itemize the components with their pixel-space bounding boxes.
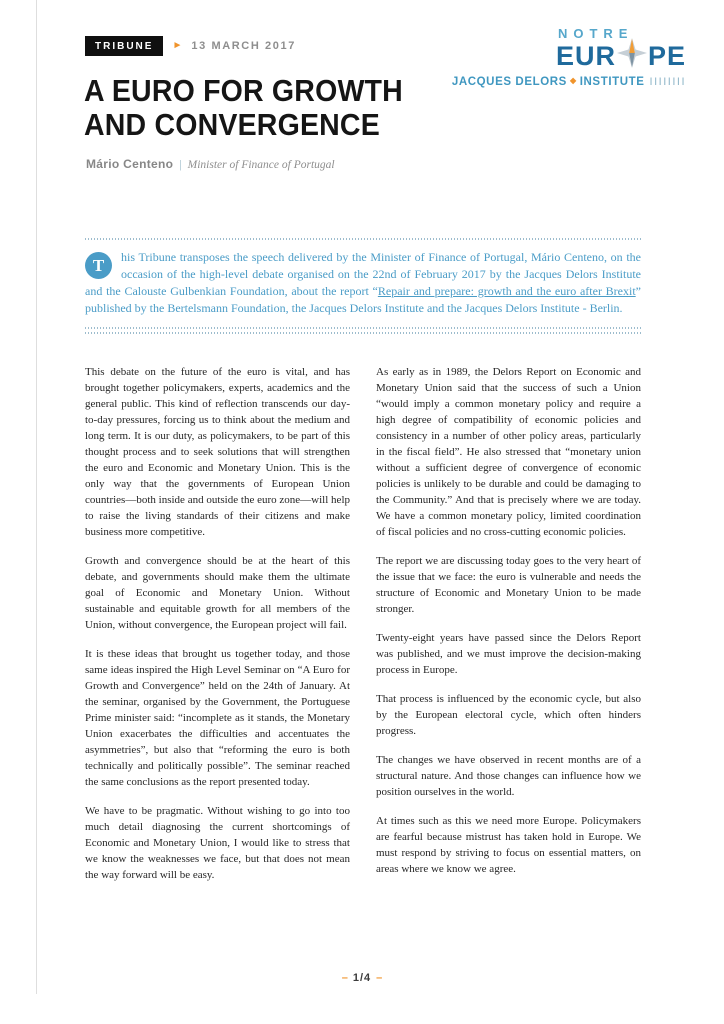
logo-wordmark [556, 26, 686, 71]
body-paragraph: We have to be pragmatic. Without wishing to go into too much detail diagnosing the current shortcomings of Economic and Monetary Union, I would like to stress that we know the weaknesses we face, but that does not mean the way forward will be easy. [85, 805, 350, 881]
author-separator: | [179, 157, 182, 171]
left-column [85, 364, 350, 896]
logo-institute: INSTITUTE [579, 76, 645, 88]
footer-dash-right: – [376, 972, 383, 984]
logo-institute-line [452, 76, 686, 88]
body-paragraph: Growth and convergence should be at the heart of this debate, and governments should make them the ultimate goal of Economic and Monetary Union. Without sustainable and equitable growth for all members of the Union, without convergence, the European project will fail. [85, 555, 350, 631]
page-footer [0, 972, 724, 984]
body-paragraph: That process is influenced by the economic cycle, but also by the European electoral cycle, which often hinders progress. [376, 693, 641, 737]
logo-europe-left: EUR [555, 40, 616, 71]
logo-europe-text [556, 41, 686, 71]
divider-bottom-2 [85, 332, 641, 334]
logo-ticks: IIIIIIII [649, 76, 686, 88]
body-paragraph: This debate on the future of the euro is vital, and has brought together policymakers, experts, academics and the general public. This kind of reflection transcends our day-to-day pressures, forcing us to think about the medium and long term. It is our duty, as policymakers, to be part of this thought process and to seek solutions that will strengthen the euro and Economic and Monetary Union. This is the only way that the governments of European Union countries—both inside and outside the euro zone—will help to raise the living standards of their citizens and make business more competitive. [85, 366, 350, 538]
left-margin-rule [36, 0, 37, 994]
author-name: Mário Centeno [86, 157, 174, 171]
institute-logo [452, 26, 686, 88]
kicker-row [85, 36, 296, 56]
title-line-2: AND CONVERGENCE [84, 107, 380, 142]
drop-cap: T [85, 252, 112, 279]
body-paragraph: The changes we have observed in recent months are of a structural nature. And those changes can influence how we position ourselves in the world. [376, 754, 641, 798]
body-columns [85, 364, 641, 896]
logo-europe-right: PE [647, 40, 686, 71]
intro-text-before: his Tribune transposes the speech delivered by the Minister of Finance of Portugal, Mário Centeno, on the occasion of the high-level debate organised on the 22nd of February 2017 by the Jacques Delors Institute and the Calouste Gulbenkian Foundation, about the report “ [85, 250, 641, 298]
intro-paragraph [85, 240, 641, 327]
intro-block [85, 238, 641, 334]
footer-dash-left: – [341, 972, 348, 984]
body-paragraph: It is these ideas that brought us together today, and those same ideas inspired the High Level Seminar on “A Euro for Growth and Convergence” held on the 24th of January. At the seminar, organised by the Government, the Portuguese Prime minister said: “incomplete as it stands, the Monetary Union exacerbates the difficulties and accentuates the asymmetries”, but also that “reforming the euro is both technically and politically possible”. The seminar reached the same conclusions as the report presented today. [85, 648, 350, 788]
page-title [84, 74, 403, 142]
report-link[interactable]: Repair and prepare: growth and the euro after Brexit [377, 284, 636, 298]
body-paragraph: At times such as this we need more Europe. Policymakers are fearful because mistrust has taken hold in Europe. We must respond by striving to focus on essential matters, on areas where we know we agree. [376, 815, 641, 875]
page-number: 1/4 [352, 972, 372, 984]
logo-jacques-delors: JACQUES DELORS [451, 76, 567, 88]
compass-icon [617, 38, 647, 68]
body-paragraph: The report we are discussing today goes to the very heart of the issue that we face: the euro is vulnerable and needs the structure of Economic and Monetary Union to be made stronger. [376, 555, 641, 615]
author-role: Minister of Finance of Portugal [187, 159, 335, 171]
author-line [86, 157, 335, 172]
tribune-badge: TRIBUNE [85, 36, 163, 56]
publication-date: 13 MARCH 2017 [191, 40, 296, 52]
logo-notre-text: NOTRE [557, 26, 634, 41]
right-column [376, 364, 641, 896]
intro-text-after: ” published by the Bertelsmann Foundation, the Jacques Delors Institute and the Jacques Delors Institute - Berlin. [85, 284, 641, 315]
diamond-icon: ◆ [569, 76, 577, 85]
divider-bottom-1 [85, 327, 641, 329]
title-line-1: A EURO FOR GROWTH [84, 73, 403, 108]
body-paragraph: As early as in 1989, the Delors Report on Economic and Monetary Union said that the success of such a Union “would imply a common monetary policy and require a high degree of compatibility of economic policies and consistency in a number of other policy areas, particularly in the fiscal field”. He also stressed that “monetary union without a sufficient degree of convergence of economic policies is unlikely to be durable and could be damaging to the Community.” And that is precisely where we are today. We have a common monetary policy, limited coordination of fiscal policies and no cross-cutting economic policies. [376, 366, 641, 538]
arrow-icon: ► [172, 40, 183, 51]
body-paragraph: Twenty-eight years have passed since the Delors Report was published, and we must improve the decision-making process in Europe. [376, 632, 641, 676]
